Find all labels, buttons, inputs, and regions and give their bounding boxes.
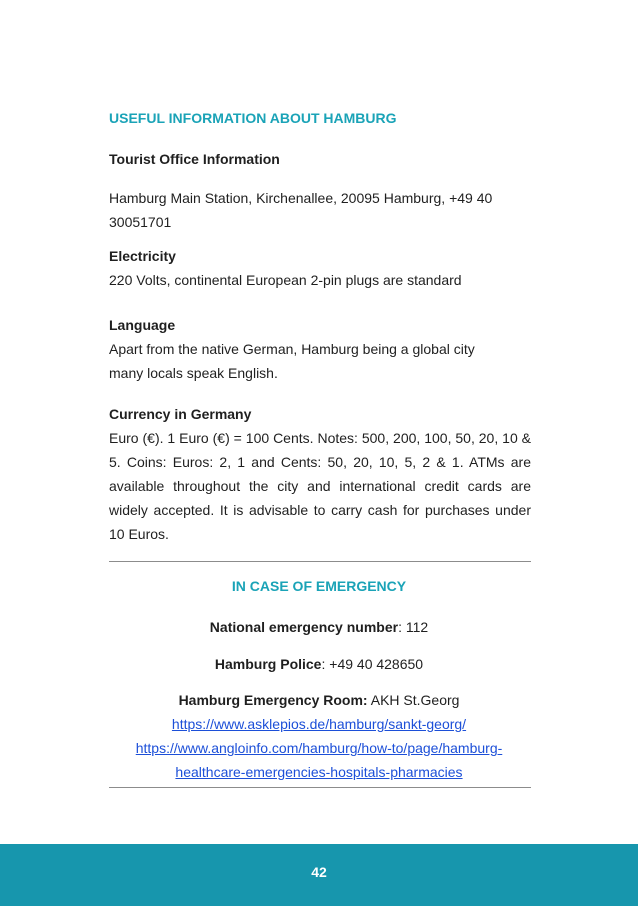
tourist-office-text-block — [109, 186, 519, 234]
tourist-office-heading: Tourist Office Information — [109, 151, 280, 167]
language-text: Apart from the native German, Hamburg being a global city many locals speak English. — [109, 341, 475, 381]
emergency-room-value: AKH St.Georg — [367, 692, 460, 708]
national-emergency-value: : 112 — [398, 619, 429, 635]
national-emergency-label: National emergency number — [209, 619, 399, 635]
page-footer — [0, 844, 638, 906]
angloinfo-link-line-2 — [0, 761, 638, 783]
currency-text: Euro (€). 1 Euro (€) = 100 Cents. Notes: 500, 200, 100, 50, 20, 10 & 5. Coins: Euros: 2, 1 and Cents: 50, 20, 10, 5, 2 & 1. ATMs are available throughout the city and international credit cards are widely accepted. It is advisable to carry cash for purchases under 10 Euros. — [109, 430, 531, 542]
police-value: : +49 40 428650 — [321, 656, 424, 672]
page-number: 42 — [311, 864, 327, 880]
asklepios-link[interactable]: https://www.asklepios.de/hamburg/sankt-georg/ — [171, 716, 467, 732]
language-block — [109, 313, 509, 385]
divider-bottom — [109, 787, 531, 788]
section-title: USEFUL INFORMATION ABOUT HAMBURG — [109, 110, 397, 126]
divider-top — [109, 561, 531, 562]
currency-block — [109, 402, 531, 546]
language-heading: Language — [109, 317, 176, 333]
police-label: Hamburg Police — [214, 656, 322, 672]
tourist-office-text: Hamburg Main Station, Kirchenallee, 20095 Hamburg, +49 40 30051701 — [109, 190, 493, 230]
emergency-title: IN CASE OF EMERGENCY — [231, 578, 407, 594]
emergency-room-label: Hamburg Emergency Room: — [178, 692, 368, 708]
police-line — [0, 653, 638, 675]
tourist-office-block — [109, 147, 531, 171]
angloinfo-link-part-2[interactable]: healthcare-emergencies-hospitals-pharmacies — [175, 764, 463, 780]
asklepios-link-line — [0, 713, 638, 735]
electricity-block — [109, 244, 531, 292]
currency-heading: Currency in Germany — [109, 406, 252, 422]
electricity-text: 220 Volts, continental European 2-pin plugs are standard — [109, 272, 462, 288]
emergency-room-line — [0, 689, 638, 711]
national-emergency-line — [0, 616, 638, 638]
angloinfo-link-part-1[interactable]: https://www.angloinfo.com/hamburg/how-to/page/hamburg- — [135, 740, 503, 756]
angloinfo-link-line-1 — [0, 737, 638, 759]
electricity-heading: Electricity — [109, 248, 176, 264]
